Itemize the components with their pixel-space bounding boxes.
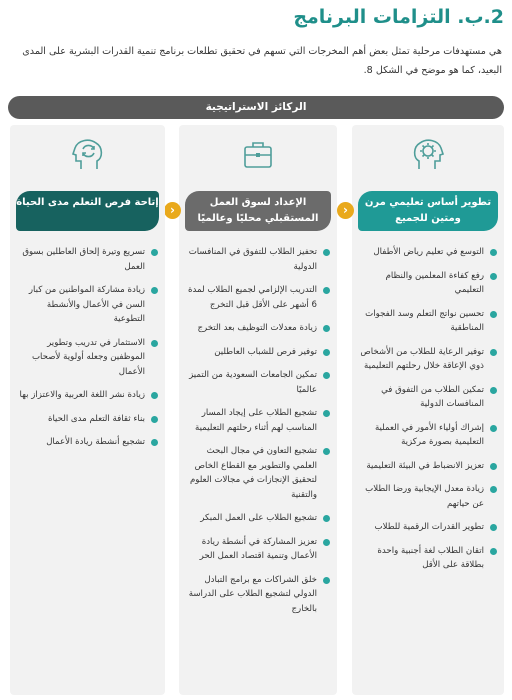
page-title: 2.ب. التزامات البرنامج xyxy=(293,6,504,28)
head-refresh-icon xyxy=(67,135,109,173)
list-item: زيادة نشر اللغة العربية والاعتزاز بها xyxy=(16,388,159,403)
pillar-header-lifelong-learning: إتاحة فرص التعلم مدى الحياة xyxy=(16,191,159,231)
list-item: تشجيع التعاون في مجال البحث العلمي والتطوير مع القطاع الخاص لتحقيق الإنجازات في مجالات العلوم والتقنية xyxy=(185,444,331,502)
pillar-list-labor-market xyxy=(185,245,331,625)
pillar-column-labor-market xyxy=(179,125,337,695)
intro-paragraph: هي مستهدفات مرحلية تمثل بعض أهم المخرجات التي تسهم في تحقيق تطلعات برنامج تنمية القدرات البشرية على المدى البعيد، كما هو موضح في الشكل 8. xyxy=(22,46,502,76)
list-item: تحفيز الطلاب للتفوق في المنافسات الدولية xyxy=(185,245,331,274)
list-item: التدريب الإلزامي لجميع الطلاب لمدة 6 أشهر على الأقل قبل التخرج xyxy=(185,283,331,312)
chevron-left-icon: ‹ xyxy=(164,202,181,219)
list-item: تحسين نواتج التعلم وسد الفجوات المناطقية xyxy=(358,307,498,336)
list-item: زيادة معدل الإيجابية ورضا الطلاب عن حياتهم xyxy=(358,482,498,511)
list-item: تشجيع الطلاب على إيجاد المسار المناسب لهم أثناء رحلتهم التعليمية xyxy=(185,406,331,435)
list-item: تشجيع الطلاب على العمل المبكر xyxy=(185,511,331,526)
list-item: تشجيع أنشطة ريادة الأعمال xyxy=(16,435,159,450)
pillar-header-labor-market: الإعداد لسوق العمل المستقبلي محليًا وعالميًا xyxy=(185,191,331,231)
list-item: إشراك أولياء الأمور في العملية التعليمية بصورة مركزية xyxy=(358,421,498,450)
pillars-banner: الركائز الاستراتيجية xyxy=(8,96,504,119)
list-item: توفير فرص للشباب العاطلين xyxy=(185,345,331,360)
pillar-list-lifelong-learning xyxy=(16,245,159,459)
list-item: زيادة مشاركة المواطنين من كبار السن في الأعمال والأنشطة التطوعية xyxy=(16,283,159,327)
gear-head-icon xyxy=(407,135,449,173)
list-item: تعزيز المشاركة في أنشطة ريادة الأعمال وتنمية اقتصاد العمل الحر xyxy=(185,535,331,564)
list-item: تعزيز الانضباط في البيئة التعليمية xyxy=(358,459,498,474)
list-item: بناء ثقافة التعلم مدى الحياة xyxy=(16,412,159,427)
pillar-list-foundation xyxy=(358,245,498,582)
list-item: توفير الرعاية للطلاب من الأشخاص ذوي الإعاقة خلال رحلتهم التعليمية xyxy=(358,345,498,374)
chevron-left-icon: ‹ xyxy=(337,202,354,219)
list-item: زيادة معدلات التوظيف بعد التخرج xyxy=(185,321,331,336)
list-item: رفع كفاءة المعلمين والنظام التعليمي xyxy=(358,269,498,298)
list-item: الاستثمار في تدريب وتطوير الموظفين وجعله أولوية لأصحاب الأعمال xyxy=(16,336,159,380)
list-item: تطوير القدرات الرقمية للطلاب xyxy=(358,520,498,535)
list-item: اتقان الطلاب لغة أجنبية واحدة بطلاقة على الأقل xyxy=(358,544,498,573)
list-item: تمكين الجامعات السعودية من التميز عالميًا xyxy=(185,368,331,397)
list-item: تمكين الطلاب من التفوق في المنافسات الدولية xyxy=(358,383,498,412)
list-item: التوسع في تعليم رياض الأطفال xyxy=(358,245,498,260)
list-item: خلق الشراكات مع برامج التبادل الدولي لتشجيع الطلاب على الدراسة بالخارج xyxy=(185,573,331,617)
briefcase-icon xyxy=(237,135,279,173)
pillar-column-lifelong-learning xyxy=(10,125,165,695)
pillar-column-foundation xyxy=(352,125,504,695)
pillar-header-foundation: تطوير أساس تعليمي مرن ومتين للجميع xyxy=(358,191,498,231)
list-item: تسريع وتيرة إلحاق العاطلين بسوق العمل xyxy=(16,245,159,274)
